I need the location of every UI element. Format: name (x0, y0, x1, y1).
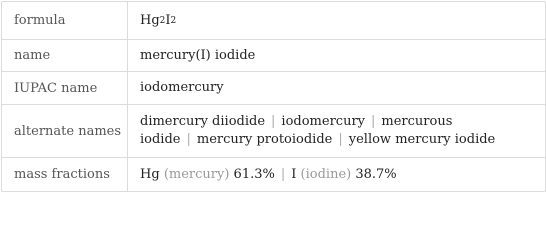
element-name: (iodine) (300, 166, 352, 182)
alternate-name: mercury protoiodide (196, 132, 333, 147)
row-label: alternate names (2, 105, 128, 157)
row-label: name (2, 40, 128, 71)
alternate-name: iodomercury (281, 114, 366, 129)
mass-fraction: 38.7% (355, 166, 397, 182)
separator: | (186, 132, 191, 147)
row-label: mass fractions (2, 158, 128, 191)
formula-element: Hg (140, 12, 160, 28)
alternate-names-value (128, 105, 545, 157)
separator: | (280, 166, 286, 182)
table-row-iupac-name (2, 72, 545, 105)
alternate-name: dimercury diiodide (140, 114, 266, 129)
element-symbol: Hg (140, 166, 160, 182)
iupac-name-value: iodomercury (140, 80, 224, 95)
formula-value: Hg 2 I 2 (140, 12, 177, 28)
alternate-name: yellow mercury iodide (348, 132, 496, 147)
row-label: formula (2, 2, 128, 39)
separator: | (338, 132, 343, 147)
separator: | (371, 114, 376, 129)
element-name: (mercury) (163, 166, 230, 182)
alternate-name: mercurous iodide (140, 114, 453, 147)
table-row-name (2, 40, 545, 72)
mass-fraction: 61.3% (233, 166, 275, 182)
mass-fractions-value (128, 158, 545, 191)
element-symbol: I (291, 166, 297, 182)
name-value: mercury(I) iodide (140, 47, 256, 63)
formula-element: I (165, 12, 171, 28)
separator: | (271, 114, 276, 129)
properties-table (1, 1, 546, 192)
row-label: IUPAC name (2, 72, 128, 104)
table-row-mass-fractions (2, 158, 545, 191)
table-row-alternate-names (2, 105, 545, 158)
table-row-formula (2, 2, 545, 40)
